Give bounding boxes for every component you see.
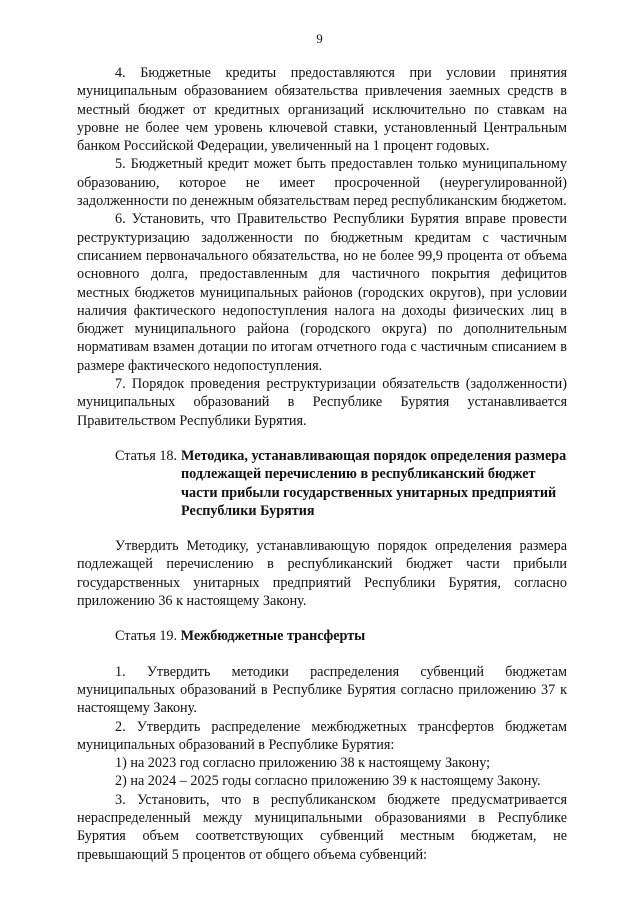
article-18-heading <box>77 447 567 520</box>
article-19-paragraph-1: 1. Утвердить методики распределения субвенций бюджетам муниципальных образований в Республике Бурятия согласно приложению 37 к настоящему Закону. <box>77 663 567 717</box>
article-18-label: Статья 18. <box>115 447 178 464</box>
document-body <box>77 64 567 864</box>
article-19-item-2: 2) на 2024 – 2025 годы согласно приложению 39 к настоящему Закону. <box>115 773 541 790</box>
paragraph-6: 6. Установить, что Правительство Республики Бурятия вправе провести реструктуризацию задолженности по бюджетным кредитам с частичным списанием первоначального обязательства, но не более 99,9 процента от объема основного долга, предоставленным для частичного покрытия дефицитов местных бюджетов муниципальных районов (городских округов), при условии наличия фактического недопоступления налога на доходы физических лиц в бюджет муниципального района (городского округа) по дополнительным нормативам взамен дотации по итогам отчетного года с частичным списанием в размере фактического недопоступления. <box>77 211 567 374</box>
article-19-heading <box>77 627 567 645</box>
article-18-title: Методика, устанавливающая порядок определения размера подлежащей перечислению в республиканский бюджет части прибыли государственных унитарных предприятий Республики Бурятия <box>181 447 567 519</box>
article-19-item-1: 1) на 2023 год согласно приложению 38 к настоящему Закону; <box>115 755 491 772</box>
page-number: 9 <box>316 31 323 46</box>
paragraph-7: 7. Порядок проведения реструктуризации обязательств (задолженности) муниципальных образований в Республике Бурятия устанавливается Правительством Республики Бурятия. <box>77 376 567 429</box>
article-18-text: Утвердить Методику, устанавливающую порядок определения размера подлежащей перечислению в республиканский бюджет части прибыли государственных унитарных предприятий Республики Бурятия, согласно приложению 36 к настоящему Закону. <box>77 538 567 610</box>
article-19-label: Статья 19. <box>115 628 181 645</box>
article-19-title: Межбюджетные трансферты <box>180 628 366 645</box>
paragraph-5: 5. Бюджетный кредит может быть предоставлен только муниципальному образованию, которое не имеет просроченной (неурегулированной) задолженности по денежным обязательствам перед республиканским бюджетом. <box>77 156 567 210</box>
article-19-paragraph-2: 2. Утвердить распределение межбюджетных трансфертов бюджетам муниципальных образований в Республике Бурятия: <box>77 718 567 753</box>
paragraph-4: 4. Бюджетные кредиты предоставляются при условии принятия муниципальным образованием обязательства привлечения заемных средств в местный бюджет от кредитных организаций исключительно по ставкам на уровне не более чем уровень ключевой ставки, установленный Центральным банком Российской Федерации, увеличенный на 1 процент годовых. <box>77 65 567 155</box>
article-19-paragraph-3: 3. Установить, что в республиканском бюджете предусматривается нераспределенный между муниципальными образованиями в Республике Бурятия объем соответствующих субвенций местным бюджетам, не превышающий 5 процентов от общего объема субвенций: <box>77 791 567 863</box>
